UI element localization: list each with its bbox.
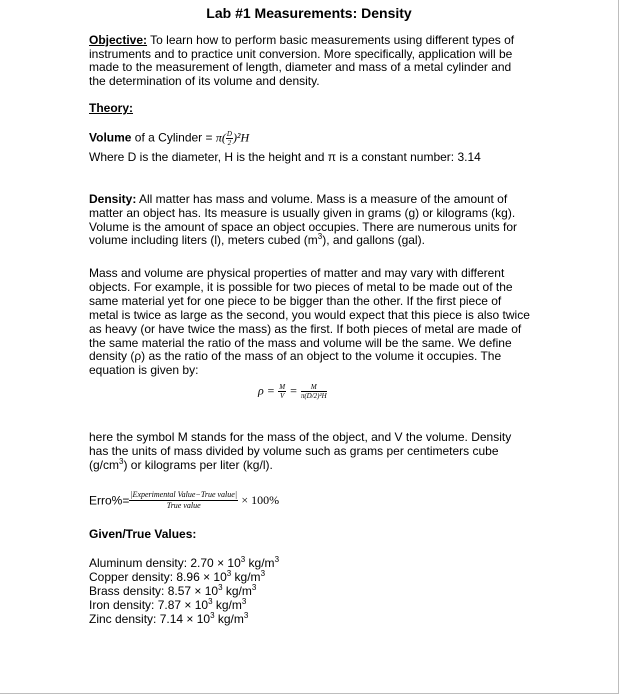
volume-formula — [89, 130, 531, 147]
given-unit: kg/m — [222, 584, 252, 598]
density-text1-end: ), and gallons (gal). — [322, 233, 425, 248]
volume-tail: )²H — [232, 130, 250, 145]
volume-frac-den: 2 — [227, 139, 232, 147]
eq-den-v: V — [279, 392, 285, 400]
eq-num-m2: M — [301, 383, 327, 392]
mass-over-volume — [278, 383, 286, 400]
given-unit: kg/m — [214, 612, 244, 626]
density-sup: 3 — [317, 232, 323, 242]
given-unit: kg/m — [212, 598, 242, 612]
density-text1: All matter has mass and volume. Mass is a measure of the amount of matter an object has. Its measure is usually given in grams (g) or kilograms (kg). Volume is the amount of space an object occupies. There are numerous units for volume including liters (l), meters cubed (m — [89, 192, 518, 248]
objective-paragraph — [89, 34, 531, 88]
units-text-end: ) or kilograms per liter (kg/l). — [123, 457, 273, 472]
given-unit-exp: 3 — [274, 555, 280, 564]
list-item — [89, 556, 531, 570]
volume-pi: π( — [215, 130, 226, 145]
list-item — [89, 598, 531, 612]
given-exp: 3 — [240, 555, 246, 564]
given-unit-exp: 3 — [241, 597, 247, 606]
given-exp: 3 — [210, 611, 215, 620]
density-paragraph — [89, 193, 531, 248]
given-values-list — [89, 556, 531, 626]
given-unit-exp: 3 — [243, 611, 249, 620]
given-unit-exp: 3 — [260, 569, 266, 578]
error-den: True value — [166, 501, 201, 510]
objective-label: Objective: — [89, 33, 148, 47]
page-title: Lab #1 Measurements: Density — [206, 5, 412, 21]
mass-over-cylinder — [301, 383, 327, 400]
volume-frac-num: D — [226, 130, 232, 138]
given-name: Aluminum density: 2.70 × 10 — [89, 556, 241, 570]
units-paragraph — [89, 431, 531, 472]
volume-fraction — [226, 130, 233, 147]
eq-num-m: M — [279, 383, 286, 391]
volume-label: Volume — [89, 130, 132, 145]
units-sup: 3 — [119, 456, 124, 466]
theory-label: Theory: — [89, 101, 134, 115]
given-unit: kg/m — [245, 556, 275, 570]
density-equation — [258, 383, 327, 400]
where-line: Where D is the diameter, H is the height and π is a constant number: 3.14 — [89, 150, 481, 164]
volume-text: of a Cylinder = — [134, 130, 213, 145]
given-name: Brass density: 8.57 × 10 — [89, 584, 219, 598]
given-name: Zinc density: 7.14 × 10 — [89, 612, 211, 626]
eq-equals: = — [289, 383, 298, 398]
theory-heading — [89, 102, 531, 116]
given-name: Copper density: 8.96 × 10 — [89, 570, 227, 584]
error-num: |Experimental Value−True value| — [130, 490, 238, 499]
given-name: Iron density: 7.87 × 10 — [89, 598, 209, 612]
error-formula — [89, 490, 279, 511]
list-item — [89, 570, 531, 584]
error-fraction — [129, 490, 238, 511]
rho-symbol: ρ = — [258, 383, 275, 398]
given-unit-exp: 3 — [251, 583, 257, 592]
density-label: Density: — [89, 192, 137, 206]
units-text: here the symbol M stands for the mass of the object, and V the volume. Density has the units of mass divided by volume such as grams per centimeters cube (g/cm — [89, 430, 512, 472]
given-heading: Given/True Values: — [89, 527, 197, 541]
error-label: Erro%= — [89, 493, 130, 508]
given-exp: 3 — [226, 569, 232, 578]
given-unit: kg/m — [231, 570, 261, 584]
given-exp: 3 — [218, 583, 223, 592]
list-item — [89, 612, 531, 626]
error-tail: × 100% — [241, 493, 280, 507]
list-item — [89, 584, 531, 598]
density-paragraph-2: Mass and volume are physical properties of matter and may vary with different objects. For example, it is possible for two pieces of metal to be made out of the same material yet for one piece to be bigger than the other. If the first piece of metal is twice as large as the second, you would expect that this piece is also twice as heavy (or have twice the mass) as the first. If both pieces of metal are made of the same material the ratio of the mass and volume will be the same. We define density (ρ) as the ratio of the mass of an object to the volume it occupies. The equation is given by: — [89, 266, 530, 378]
objective-text: To learn how to perform basic measurements using different types of instruments and to practice unit conversion. More specifically, application will be made to the measurement of length, diameter and mass of a metal cylinder and the determination of its volume and density. — [89, 33, 515, 88]
eq-den-cyl: π(D/2)²H — [300, 392, 327, 400]
given-exp: 3 — [208, 597, 213, 606]
